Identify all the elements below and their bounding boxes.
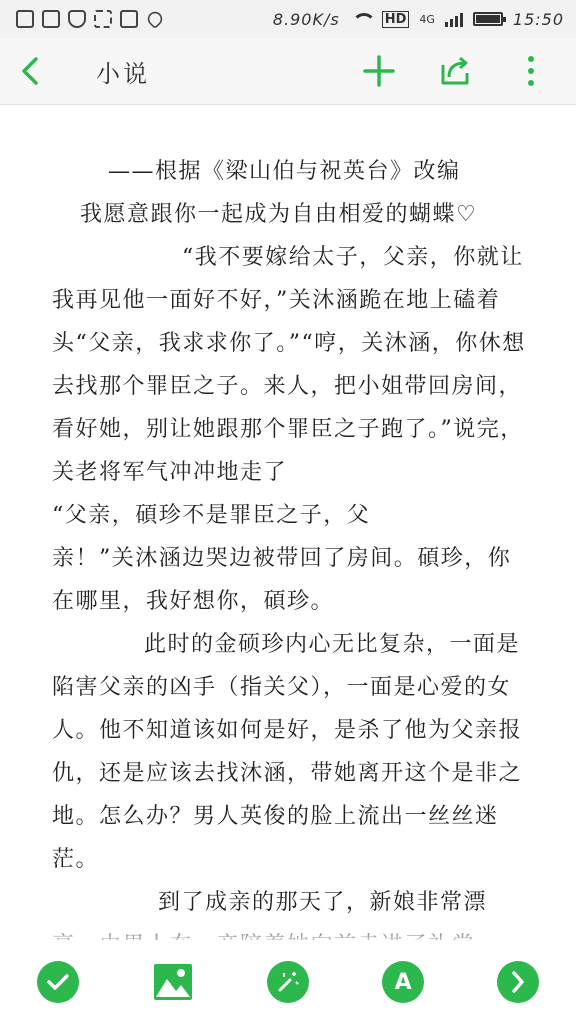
- paragraph-4: 此时的金硕珍内心无比复杂，一面是陷害父亲的凶手（指关父），一面是心爱的女人。他不知道该如何是好，是杀了他为父亲报仇，还是应该去找沐涵，带她离开这个是非之地。怎么办？男人英俊的脸上流出一丝丝迷茫。: [52, 632, 523, 872]
- next-button[interactable]: [497, 961, 539, 1003]
- sd-card-icon: [42, 10, 60, 28]
- plus-icon: [363, 55, 395, 87]
- back-button[interactable]: [0, 38, 60, 104]
- confirm-button[interactable]: [37, 961, 79, 1003]
- clock: 15:50: [512, 9, 564, 29]
- page-title: 小说: [96, 59, 150, 88]
- article-tagline: 我愿意跟你一起成为自由相爱的蝴蝶♡: [80, 202, 478, 227]
- signal-icon: [445, 11, 463, 27]
- more-vertical-icon: [525, 55, 537, 87]
- paragraph-1: “我不要嫁给太子，父亲，你就让我再见他一面好不好，”关沐涵跪在地上磕着头“父亲，我求求你了。”“哼，关沐涵，你休想去找那个罪臣之子。来人，把小姐带回房间，看好她，别让她跟那个罪臣之子跑了。”说完，关老将军气冲冲地走了: [52, 245, 526, 485]
- chevron-left-icon: [18, 55, 42, 87]
- calendar-icon: [120, 10, 138, 28]
- article-subtitle: ——根据《梁山伯与祝英台》改编: [108, 159, 461, 184]
- network-speed: 8.90K/s: [272, 9, 340, 29]
- app-toolbar: [0, 38, 576, 105]
- wifi-icon: [350, 11, 372, 27]
- bottom-toolbar: [0, 940, 576, 1024]
- heart-outline-icon: [145, 9, 165, 29]
- share-icon: [439, 55, 471, 87]
- font-button[interactable]: A: [382, 961, 424, 1003]
- paragraph-5: 到了成亲的那天了，新娘非常漂: [158, 890, 488, 915]
- image-icon: [153, 963, 193, 1001]
- magic-wand-icon: [276, 970, 300, 994]
- trash-icon: [16, 10, 34, 28]
- share-button[interactable]: [438, 54, 472, 88]
- battery-icon: [473, 12, 503, 26]
- hd-badge: HD: [382, 11, 410, 28]
- add-button[interactable]: [362, 54, 396, 88]
- network-type: 4G: [419, 12, 435, 26]
- more-button[interactable]: [514, 54, 548, 88]
- status-left-icons: [0, 10, 164, 28]
- paragraph-2: “父亲，碩珍不是罪臣之子，父: [52, 503, 371, 528]
- paragraph-3: 亲！”关沐涵边哭边被带回了房间。碩珍，你在哪里，我好想你，碩珍。: [52, 546, 512, 614]
- chevron-right-icon: [510, 970, 526, 994]
- magic-button[interactable]: [267, 961, 309, 1003]
- shield-icon: [68, 10, 86, 28]
- apps-icon: [94, 10, 112, 28]
- insert-image-button[interactable]: [152, 961, 194, 1003]
- status-bar: [0, 0, 576, 38]
- check-icon: [47, 973, 69, 991]
- article-body: [52, 150, 528, 940]
